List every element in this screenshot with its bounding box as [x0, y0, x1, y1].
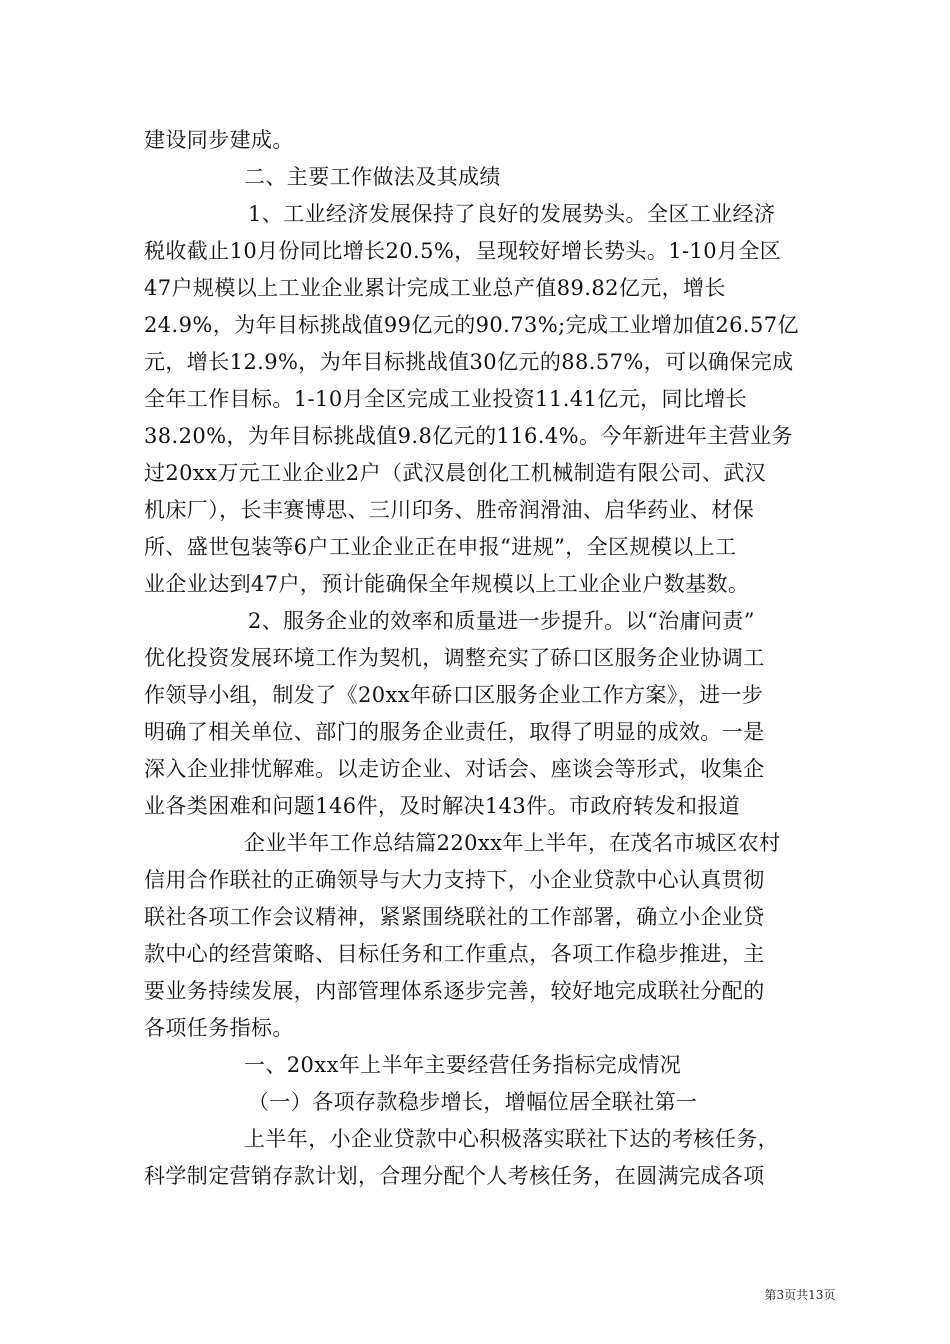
text-line: 所、盛世包装等6户工业企业正在申报“进规”，全区规模以上工	[144, 535, 737, 559]
page-number: 第3页共13页	[764, 1288, 836, 1302]
text-line: 全年工作目标。1-10月全区完成工业投资11.41亿元，同比增长	[144, 387, 748, 411]
text-line: 47户规模以上工业企业累计完成工业总产值89.82亿元，增长	[144, 276, 726, 300]
text-line: 作领导小组，制发了《20xx年硚口区服务企业工作方案》，进一步	[144, 683, 764, 707]
text-line: 业企业达到47户，预计能确保全年规模以上工业企业户数基数。	[144, 572, 750, 596]
text-line: 建设同步建成。	[144, 128, 294, 152]
text-line: 各项任务指标。	[144, 1016, 294, 1040]
text-line: 深入企业排忧解难。以走访企业、对话会、座谈会等形式，收集企	[144, 757, 765, 781]
text-line: 信用合作联社的正确领导与大力支持下，小企业贷款中心认真贯彻	[144, 868, 765, 892]
paragraph-start: 上半年，小企业贷款中心积极落实联社下达的考核任务，	[244, 1127, 779, 1151]
text-line: 科学制定营销存款计划，合理分配个人考核任务，在圆满完成各项	[144, 1164, 765, 1188]
text-line: 38.20%，为年目标挑战值9.8亿元的116.4%。今年新进年主营业务	[144, 424, 793, 448]
text-line: 24.9%，为年目标挑战值99亿元的90.73%;完成工业增加值26.57亿	[144, 313, 799, 337]
text-line: 要业务持续发展，内部管理体系逐步完善，较好地完成联社分配的	[144, 979, 765, 1003]
document-body	[144, 122, 806, 1195]
paragraph-start: 1、工业经济发展保持了良好的发展势头。全区工业经济	[248, 202, 776, 226]
text-line: 优化投资发展环境工作为契机，调整充实了硚口区服务企业协调工	[144, 646, 765, 670]
text-line: 元，增长12.9%，为年目标挑战值30亿元的88.57%，可以确保完成	[144, 350, 794, 374]
paragraph-start: 2、服务企业的效率和质量进一步提升。以“治庸问责”	[248, 609, 755, 633]
subsection-heading: （一）各项存款稳步增长，增幅位居全联社第一	[248, 1090, 698, 1114]
text-line: 联社各项工作会议精神，紧紧围绕联社的工作部署，确立小企业贷	[144, 905, 765, 929]
section-heading: 一、20xx年上半年主要经营任务指标完成情况	[244, 1053, 682, 1077]
text-line: 机床厂），长丰赛博思、三川印务、胜帝润滑油、启华药业、材保	[144, 498, 755, 522]
text-line: 明确了相关单位、部门的服务企业责任，取得了明显的成效。一是	[144, 720, 765, 744]
text-line: 业各类困难和问题146件，及时解决143件。市政府转发和报道	[144, 794, 741, 818]
text-line: 税收截止10月份同比增长20.5%，呈现较好增长势头。1-10月全区	[144, 239, 782, 263]
text-line: 款中心的经营策略、目标任务和工作重点，各项工作稳步推进，主	[144, 942, 765, 966]
section-heading: 二、主要工作做法及其成绩	[244, 165, 501, 189]
paragraph-start: 企业半年工作总结篇220xx年上半年，在茂名市城区农村	[244, 831, 781, 855]
text-line: 过20xx万元工业企业2户（武汉晨创化工机械制造有限公司、武汉	[144, 461, 767, 485]
